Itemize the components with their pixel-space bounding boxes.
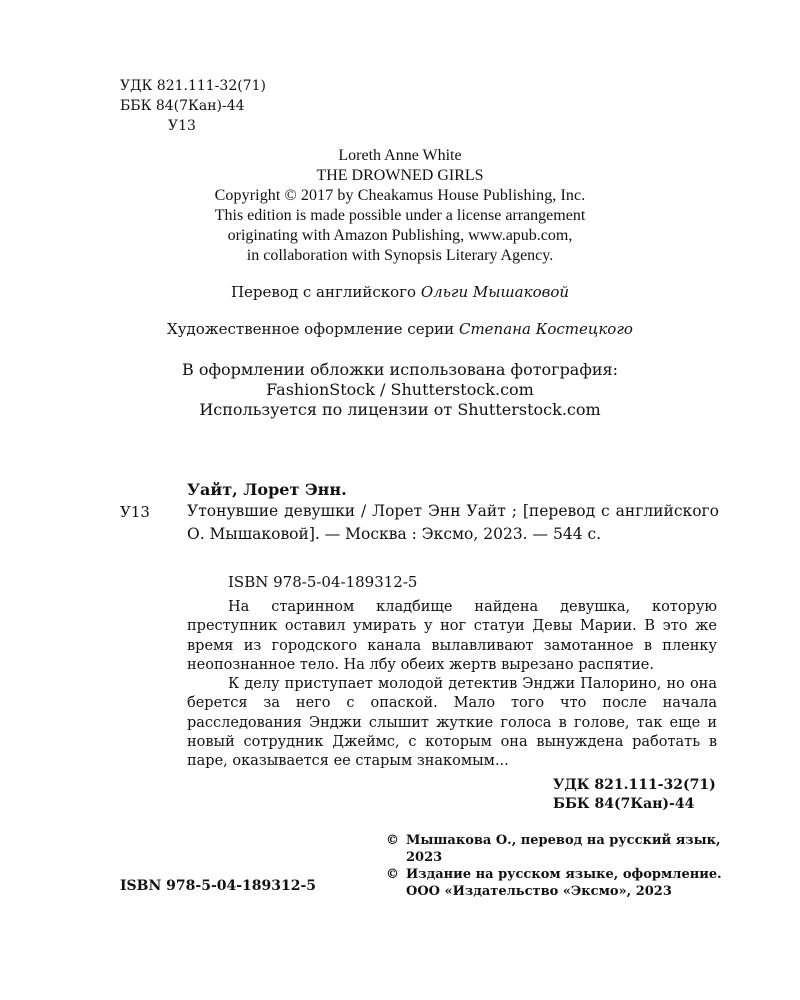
edition-copyright-line-1: Издание на русском языке, оформление.	[406, 867, 722, 882]
translation-copyright-line-2: 2023	[406, 850, 443, 865]
original-credits	[120, 146, 680, 266]
footer-codes	[553, 776, 716, 814]
cover-photo-credit	[120, 360, 680, 420]
footer-bbk-code: ББК 84(7Кан)-44	[553, 796, 695, 812]
annotation	[187, 598, 717, 772]
catalog-isbn: ISBN 978-5-04-189312-5	[228, 573, 418, 591]
license-line-2: originating with Amazon Publishing, www.apub.com,	[227, 227, 573, 244]
copyright-symbol: ©	[386, 867, 399, 882]
translator-prefix: Перевод с английского	[230, 283, 417, 301]
udk-code: УДК 821.111-32(71)	[120, 78, 266, 94]
photo-line-2: FashionStock / Shutterstock.com	[266, 380, 534, 399]
artist-credit	[120, 320, 680, 338]
edition-copyright	[386, 866, 722, 883]
footer-udk-code: УДК 821.111-32(71)	[553, 777, 716, 793]
bottom-isbn: ISBN 978-5-04-189312-5	[120, 878, 317, 894]
copyright-symbol: ©	[386, 833, 399, 848]
catalog-description-text: Утонувшие девушки / Лорет Энн Уайт ; [перевод с английского О. Мышаковой]. — Москва : Эксмо, 2023. — 544 с.	[187, 502, 719, 543]
translator-name: Ольги Мышаковой	[420, 283, 570, 301]
translation-copyright	[386, 832, 722, 849]
artist-name: Степана Костецкого	[458, 320, 633, 338]
translation-copyright-line-1: Мышакова О., перевод на русский язык,	[406, 833, 721, 848]
artist-prefix: Художественное оформление серии	[167, 320, 455, 338]
header-codes	[120, 76, 266, 136]
copyright-line: Copyright © 2017 by Cheakamus House Publishing, Inc.	[214, 187, 586, 204]
author-en: Loreth Anne White	[338, 147, 462, 164]
edition-copyright-line-2: ООО «Издательство «Эксмо», 2023	[406, 884, 672, 899]
copyright-notices	[386, 832, 722, 900]
photo-line-3: Используется по лицензии от Shutterstock.com	[199, 400, 601, 419]
translator-credit	[120, 283, 680, 301]
title-en: THE DROWNED GIRLS	[316, 167, 484, 184]
annotation-paragraph-2: К делу приступает молодой детектив Энджи Палорино, но она берется за него с опаской. Мало того что после начала расследования Энджи слышит жуткие голоса в голове, так еще и новый сотрудник Джеймс, с которым она вынуждена работать в паре, оказывается ее старым знакомым...	[187, 676, 717, 770]
catalog-description	[187, 500, 719, 546]
photo-line-1: В оформлении обложки использована фотография:	[181, 360, 619, 379]
catalog-author-heading: Уайт, Лорет Энн.	[187, 480, 347, 499]
annotation-paragraph-1: На старинном кладбище найдена девушка, которую преступник оставил умирать у ног статуи Девы Марии. В это же время из городского канала вылавливают замотанное в пленку неопознанное тело. На лбу обеих жертв вырезано распятие.	[187, 599, 717, 673]
author-mark: У13	[168, 118, 196, 134]
bbk-code: ББК 84(7Кан)-44	[120, 98, 245, 114]
license-line-3: in collaboration with Synopsis Literary Agency.	[246, 247, 554, 264]
catalog-index: У13	[120, 503, 150, 521]
license-line-1: This edition is made possible under a license arrangement	[214, 207, 586, 224]
